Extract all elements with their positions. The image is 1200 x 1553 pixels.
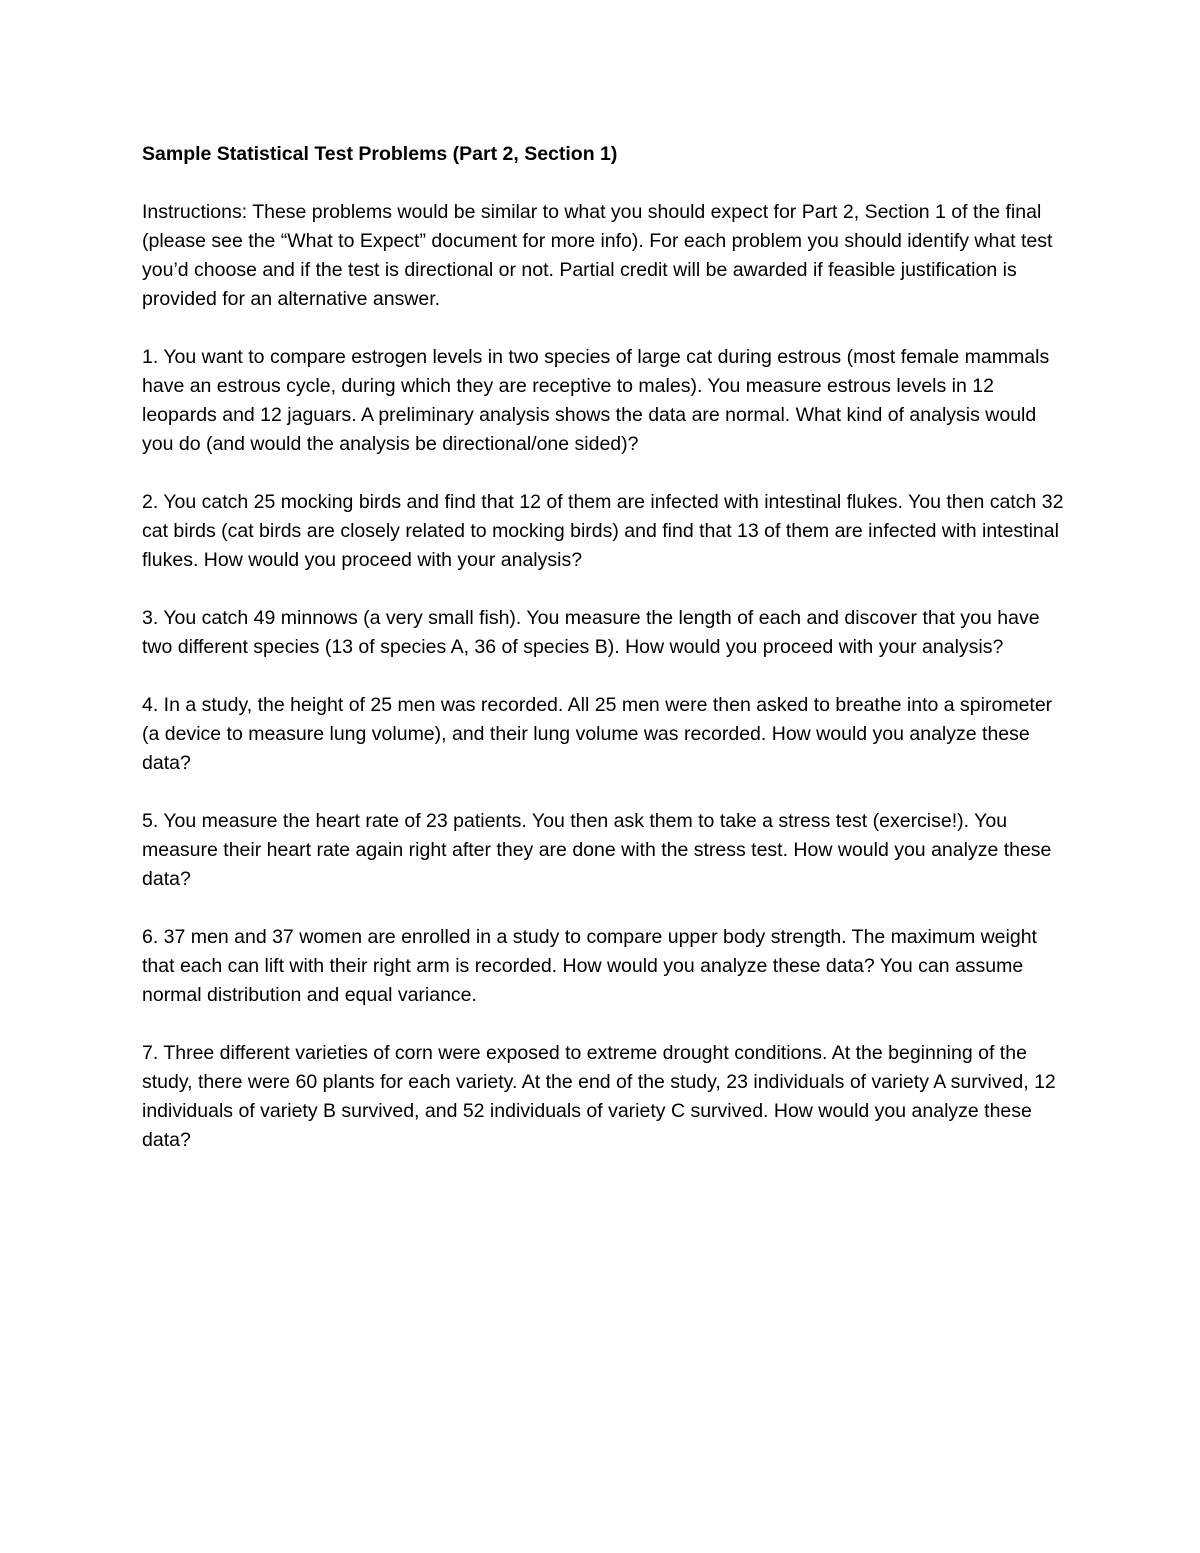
problem-3: 3. You catch 49 minnows (a very small fish). You measure the length of each and discover that you have two different species (13 of species A, 36 of species B). How would you proceed with your analysis?: [142, 607, 1040, 658]
problem-7: 7. Three different varieties of corn were exposed to extreme drought conditions. At the beginning of the study, there were 60 plants for each variety. At the end of the study, 23 individuals of variety A survived, 12 individuals of variety B survived, and 52 individuals of variety C survived. How would you analyze these data?: [142, 1042, 1056, 1151]
problem-1: 1. You want to compare estrogen levels in two species of large cat during estrous (most female mammals have an estrous cycle, during which they are receptive to males). You measure estrous levels in 12 leopards and 12 jaguars. A preliminary analysis shows the data are normal. What kind of analysis would you do (and would the analysis be directional/one sided)?: [142, 346, 1050, 455]
document-title: Sample Statistical Test Problems (Part 2, Section 1): [142, 143, 618, 165]
problem-6: 6. 37 men and 37 women are enrolled in a study to compare upper body strength. The maximum weight that each can lift with their right arm is recorded. How would you analyze these data? You can assume normal distribution and equal variance.: [142, 926, 1037, 1006]
problem-2: 2. You catch 25 mocking birds and find that 12 of them are infected with intestinal flukes. You then catch 32 cat birds (cat birds are closely related to mocking birds) and find that 13 of them are infected with intestinal flukes. How would you proceed with your analysis?: [142, 491, 1064, 571]
document-body: [142, 140, 1067, 1184]
problem-4: 4. In a study, the height of 25 men was recorded. All 25 men were then asked to breathe into a spirometer (a device to measure lung volume), and their lung volume was recorded. How would you analyze these data?: [142, 694, 1053, 774]
problem-5: 5. You measure the heart rate of 23 patients. You then ask them to take a stress test (exercise!). You measure their heart rate again right after they are done with the stress test. How would you analyze these data?: [142, 810, 1052, 890]
instructions-paragraph: Instructions: These problems would be similar to what you should expect for Part 2, Section 1 of the final (please see the “What to Expect” document for more info). For each problem you should identify what test you’d choose and if the test is directional or not. Partial credit will be awarded if feasible justification is provided for an alternative answer.: [142, 201, 1053, 310]
